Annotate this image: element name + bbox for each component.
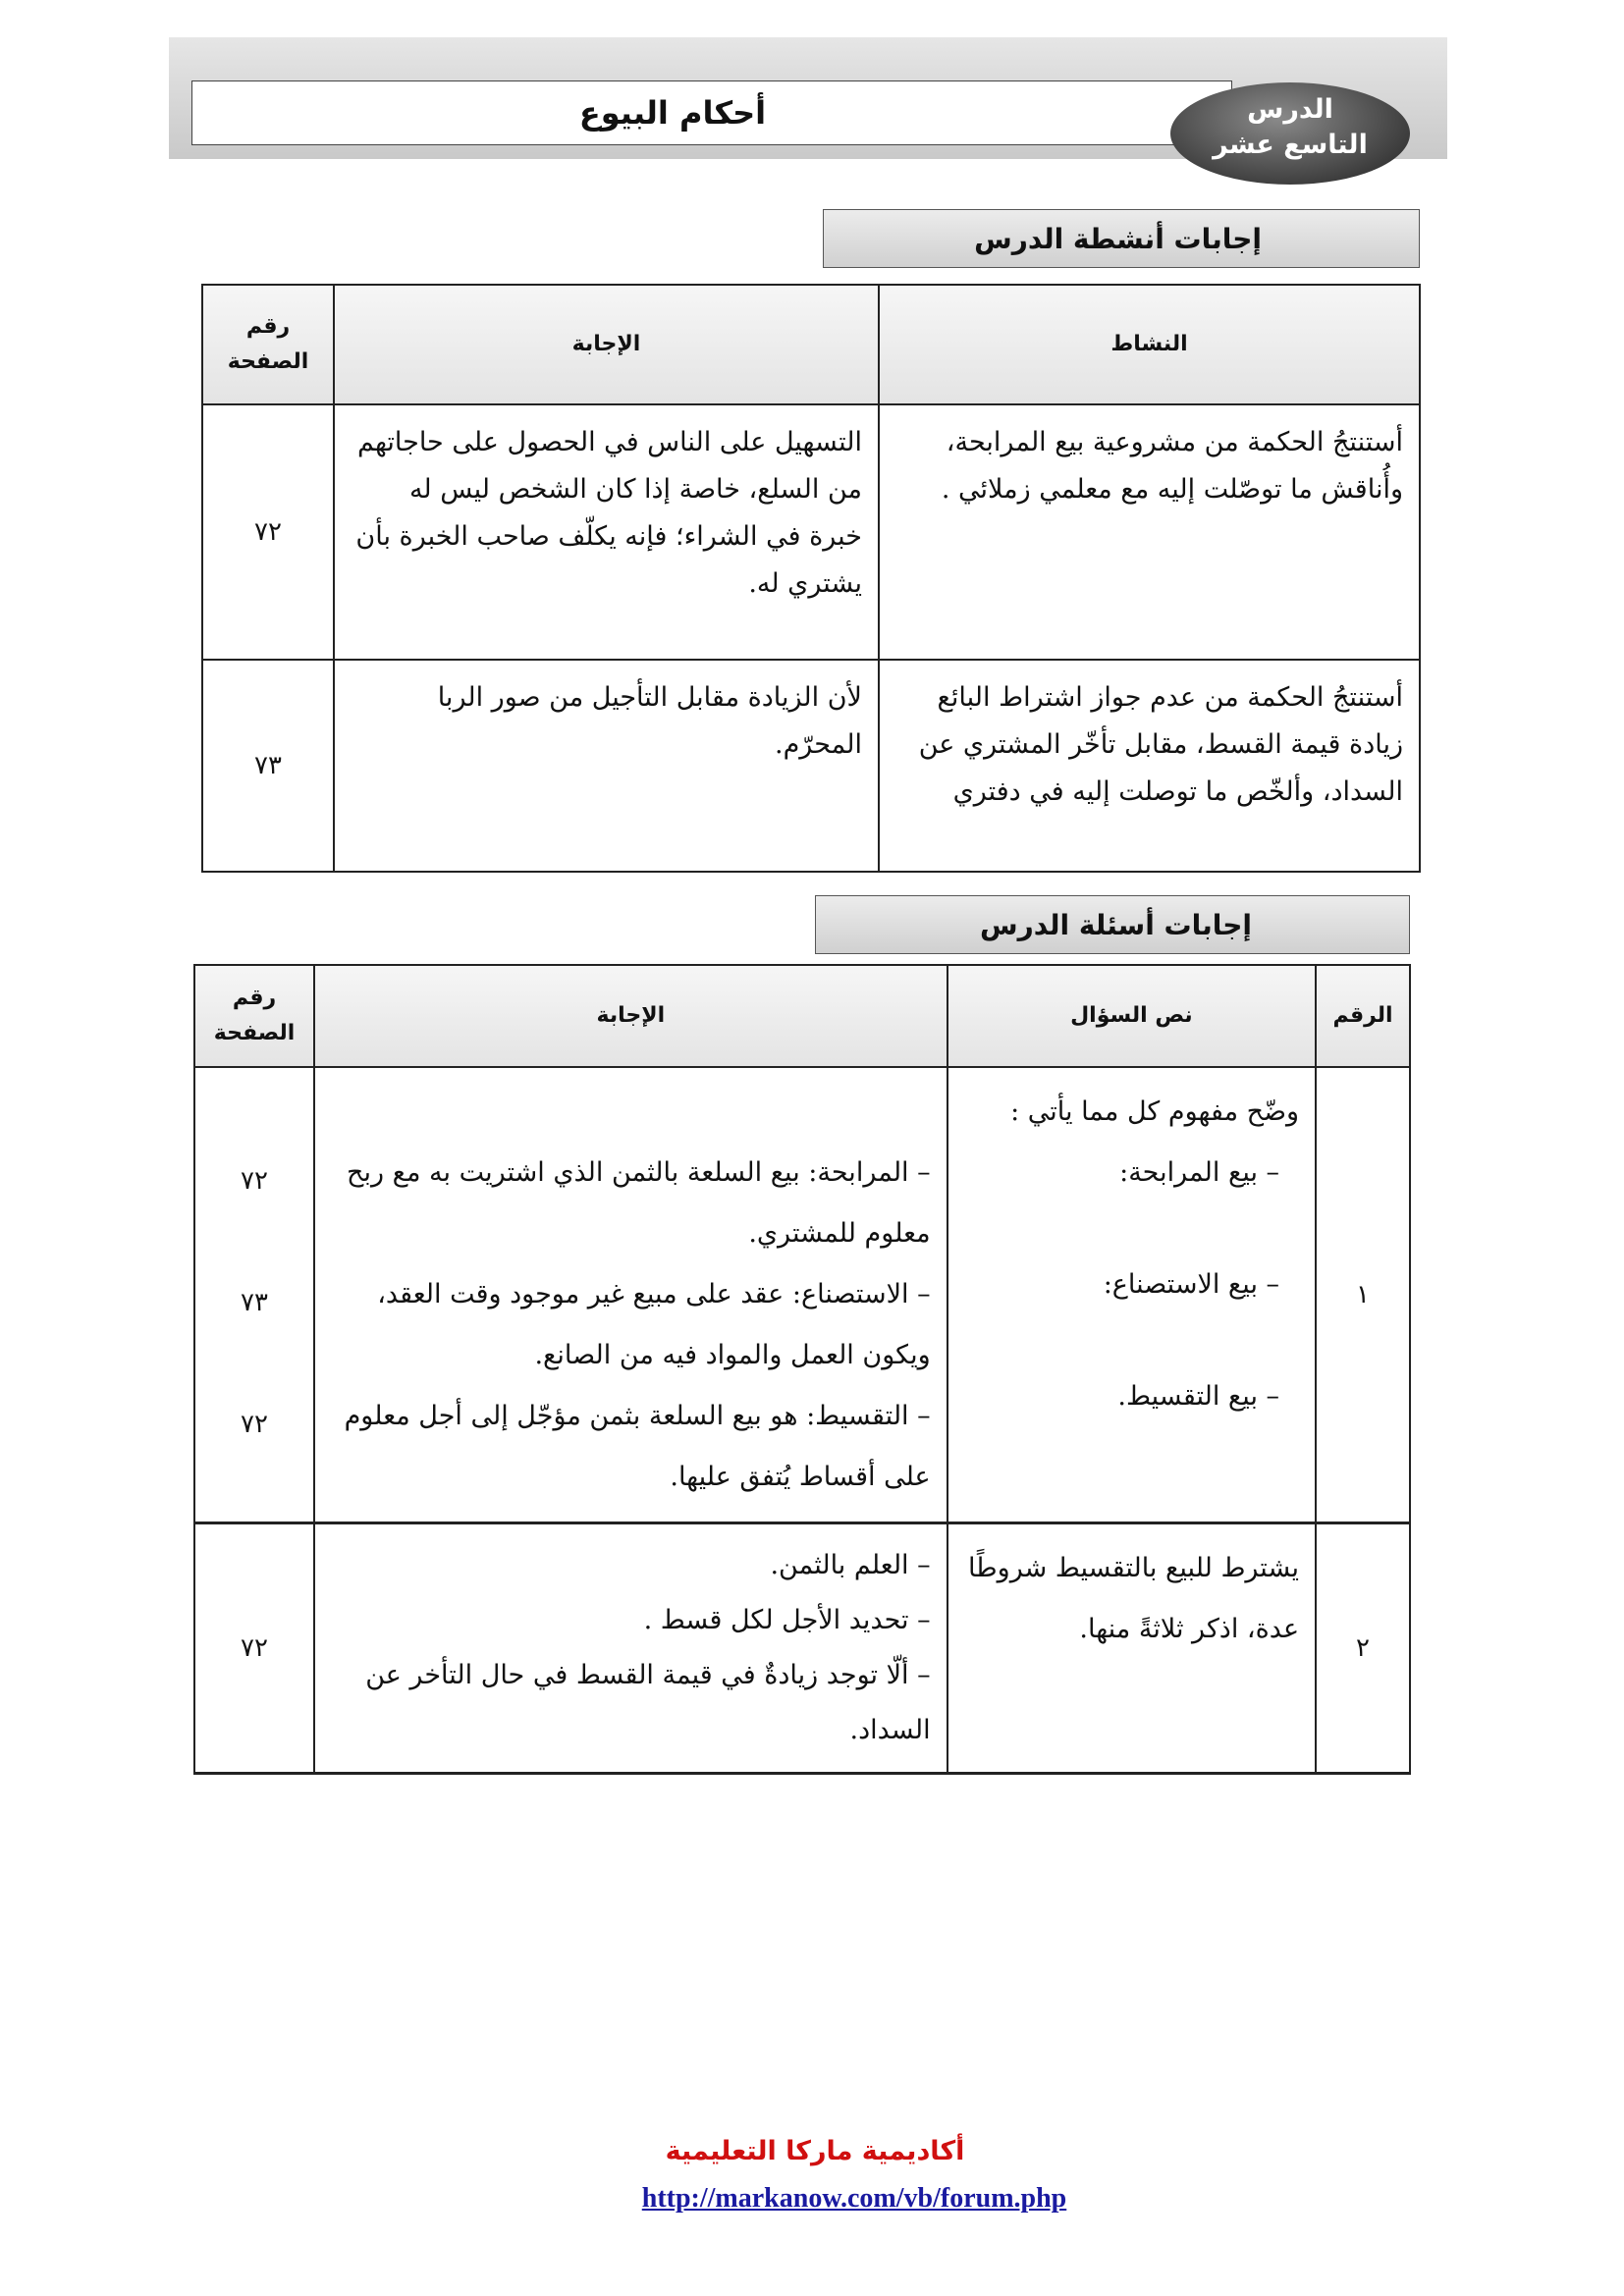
activity-text: أستنتجُ الحكمة من عدم جواز اشتراط البائع زيادة قيمة القسط، مقابل تأخّر المشتري عن السداد، وألخّص ما توصلت إليه في دفتري bbox=[879, 660, 1420, 872]
question-number: ٢ bbox=[1316, 1523, 1410, 1774]
badge-line-2: التاسع عشر bbox=[1213, 130, 1368, 160]
page-number: ٧٢ bbox=[194, 1523, 314, 1774]
answer-item: – الاستصناع: عقد على مبيع غير موجود وقت العقد، ويكون العمل والمواد فيه من الصانع. bbox=[377, 1279, 931, 1370]
col-number: الرقم bbox=[1316, 965, 1410, 1067]
question-item: – بيع الاستصناع: bbox=[1103, 1269, 1280, 1300]
question-item: – بيع المرابحة: bbox=[1119, 1157, 1280, 1188]
activities-banner-label: إجابات أنشطة الدرس bbox=[974, 222, 1262, 255]
col-answer: الإجابة bbox=[334, 285, 879, 404]
question-cell bbox=[947, 1067, 1316, 1523]
questions-header-row bbox=[194, 965, 1410, 1067]
question-number: ١ bbox=[1316, 1067, 1410, 1523]
col-activity: النشاط bbox=[879, 285, 1420, 404]
page-cell bbox=[194, 1067, 314, 1523]
answer-item: – المرابحة: بيع السلعة بالثمن الذي اشتريت به مع ربح معلوم للمشتري. bbox=[347, 1157, 931, 1249]
lesson-title: أحكام البيوع bbox=[578, 94, 767, 132]
page-number: ٧٢ bbox=[241, 1166, 268, 1196]
activities-header-row bbox=[202, 285, 1420, 404]
question-intro: وضّح مفهوم كل مما يأتي : bbox=[1010, 1096, 1300, 1127]
col-answer: الإجابة bbox=[314, 965, 947, 1067]
page-number: ٧٣ bbox=[241, 1288, 268, 1317]
answer-cell bbox=[314, 1523, 947, 1774]
footer-link[interactable]: http://markanow.com/vb/forum.php bbox=[641, 2183, 1067, 2214]
page-number: ٧٢ bbox=[241, 1410, 268, 1439]
lesson-badge bbox=[1170, 82, 1410, 185]
table-row bbox=[194, 1523, 1410, 1774]
answer-item: – ألّا توجد زيادةٌ في قيمة القسط في حال التأخر عن السداد. bbox=[365, 1660, 931, 1745]
questions-table bbox=[193, 964, 1411, 1775]
answer-text: التسهيل على الناس في الحصول على حاجاتهم من السلع، خاصة إذا كان الشخص ليس له خبرة في الشراء؛ فإنه يكلّف صاحب الخبرة بأن يشتري له. bbox=[334, 404, 879, 660]
question-intro: يشترط للبيع بالتقسيط شروطًا عدة، اذكر ثلاثةً منها. bbox=[967, 1553, 1300, 1644]
col-page: رقم الصفحة bbox=[202, 285, 334, 404]
col-question: نص السؤال bbox=[947, 965, 1316, 1067]
table-row bbox=[202, 404, 1420, 660]
answer-item: – العلم بالثمن. bbox=[770, 1550, 931, 1580]
table-row bbox=[194, 1067, 1410, 1523]
question-item: – بيع التقسيط. bbox=[1117, 1381, 1280, 1412]
page-number: ٧٣ bbox=[202, 660, 334, 872]
answer-text: لأن الزيادة مقابل التأجيل من صور الربا المحرّم. bbox=[334, 660, 879, 872]
activities-table bbox=[201, 284, 1421, 873]
table-row bbox=[202, 660, 1420, 872]
answer-cell bbox=[314, 1067, 947, 1523]
page-number: ٧٢ bbox=[202, 404, 334, 660]
badge-line-1: الدرس bbox=[1247, 94, 1333, 125]
activities-banner bbox=[823, 209, 1420, 268]
footer-academy-name: أكاديمية ماركا التعليمية bbox=[665, 2136, 965, 2166]
questions-banner bbox=[815, 895, 1410, 954]
question-cell bbox=[947, 1523, 1316, 1774]
questions-banner-label: إجابات أسئلة الدرس bbox=[980, 908, 1252, 941]
answer-item: – التقسيط: هو بيع السلعة بثمن مؤجّل إلى أجل معلوم على أقساط يُتفق عليها. bbox=[344, 1401, 931, 1492]
activity-text: أستنتجُ الحكمة من مشروعية بيع المرابحة، وأُناقش ما توصّلت إليه مع معلمي زملائي . bbox=[879, 404, 1420, 660]
col-page: رقم الصفحة bbox=[194, 965, 314, 1067]
answer-item: – تحديد الأجل لكل قسط . bbox=[643, 1605, 931, 1635]
